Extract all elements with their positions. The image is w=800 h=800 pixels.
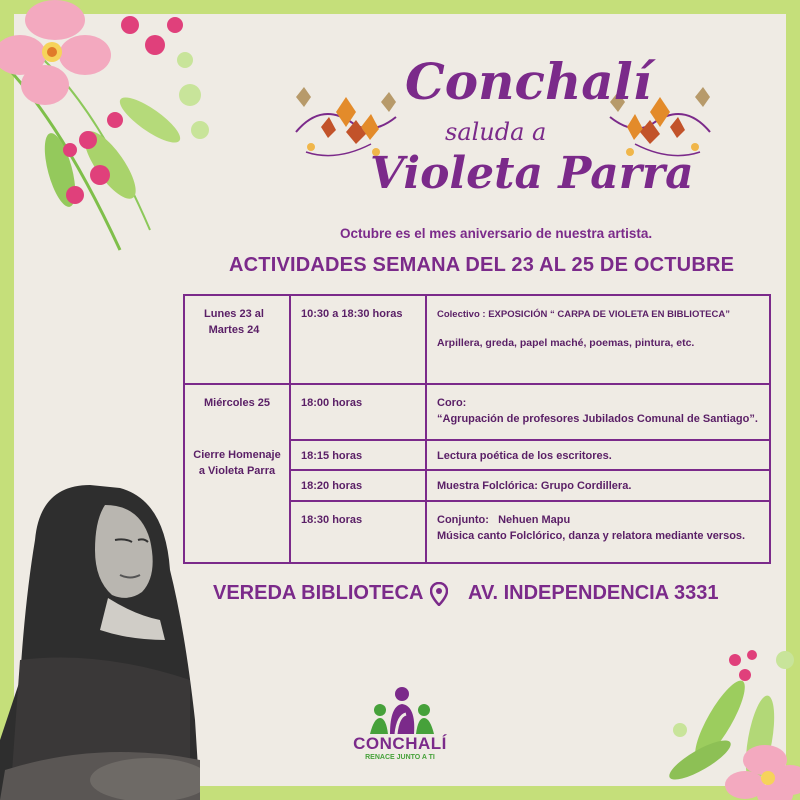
time-cell <box>290 295 426 384</box>
violeta-parra-portrait <box>0 480 200 800</box>
activity-cell <box>426 501 770 564</box>
day-label: Lunes 23 al Martes 24 <box>204 308 264 336</box>
activity-text: Coro: <box>437 396 467 409</box>
location-place: VEREDA BIBLIOTECA <box>213 582 424 604</box>
subtitle: Octubre es el mes aniversario de nuestra artista. <box>340 226 653 241</box>
logo-name: CONCHALÍ <box>353 734 447 753</box>
time-cell <box>290 501 426 564</box>
time-label: 18:00 horas <box>301 396 363 409</box>
location-address: AV. INDEPENDENCIA 3331 <box>468 582 719 604</box>
table-row <box>184 295 770 384</box>
activity-cell <box>426 470 770 500</box>
time-cell <box>290 384 426 440</box>
schedule-table <box>183 294 771 564</box>
activity-cell <box>426 295 770 384</box>
location-pin-icon <box>430 582 448 606</box>
title-violeta-parra: Violeta Parra <box>370 148 694 199</box>
title-saluda-a: saluda a <box>445 118 547 146</box>
day-cell <box>184 295 290 384</box>
logo-tagline: RENACE JUNTO A TI <box>365 754 435 761</box>
time-label: 18:15 horas <box>301 450 363 463</box>
title-conchali: Conchalí <box>405 52 652 111</box>
activity-text: Conjunto: Nehuen Mapu <box>437 513 571 526</box>
activity-cell <box>426 440 770 470</box>
floral-decoration-bottom-right <box>640 630 800 800</box>
activity-text: Arpillera, greda, papel maché, poemas, pintura, etc. <box>437 337 695 349</box>
time-cell <box>290 470 426 500</box>
time-label: 18:20 horas <box>301 480 363 493</box>
floral-decoration-top-left <box>0 0 240 260</box>
time-cell <box>290 440 426 470</box>
activity-text: Lectura poética de los escritores. <box>437 450 612 463</box>
activity-text: Colectivo : EXPOSICIÓN “ CARPA DE VIOLETA EN BIBLIOTECA” <box>437 309 730 320</box>
conchali-logo-icon <box>352 682 452 734</box>
time-label: 10:30 a 18:30 horas <box>301 308 403 320</box>
day-note: Cierre Homenaje a Violeta Parra <box>193 448 281 477</box>
activity-text: “Agrupación de profesores Jubilados Comunal de Santiago”. <box>437 412 758 425</box>
table-row <box>184 384 770 440</box>
activities-heading: ACTIVIDADES SEMANA DEL 23 AL 25 DE OCTUBRE <box>229 254 735 276</box>
time-label: 18:30 horas <box>301 513 363 526</box>
activity-text: Música canto Folclórico, danza y relatora mediante versos. <box>437 529 746 542</box>
activity-cell <box>426 384 770 440</box>
activity-text: Muestra Folclórica: Grupo Cordillera. <box>437 480 632 493</box>
day-label: Miércoles 25 <box>203 396 271 409</box>
